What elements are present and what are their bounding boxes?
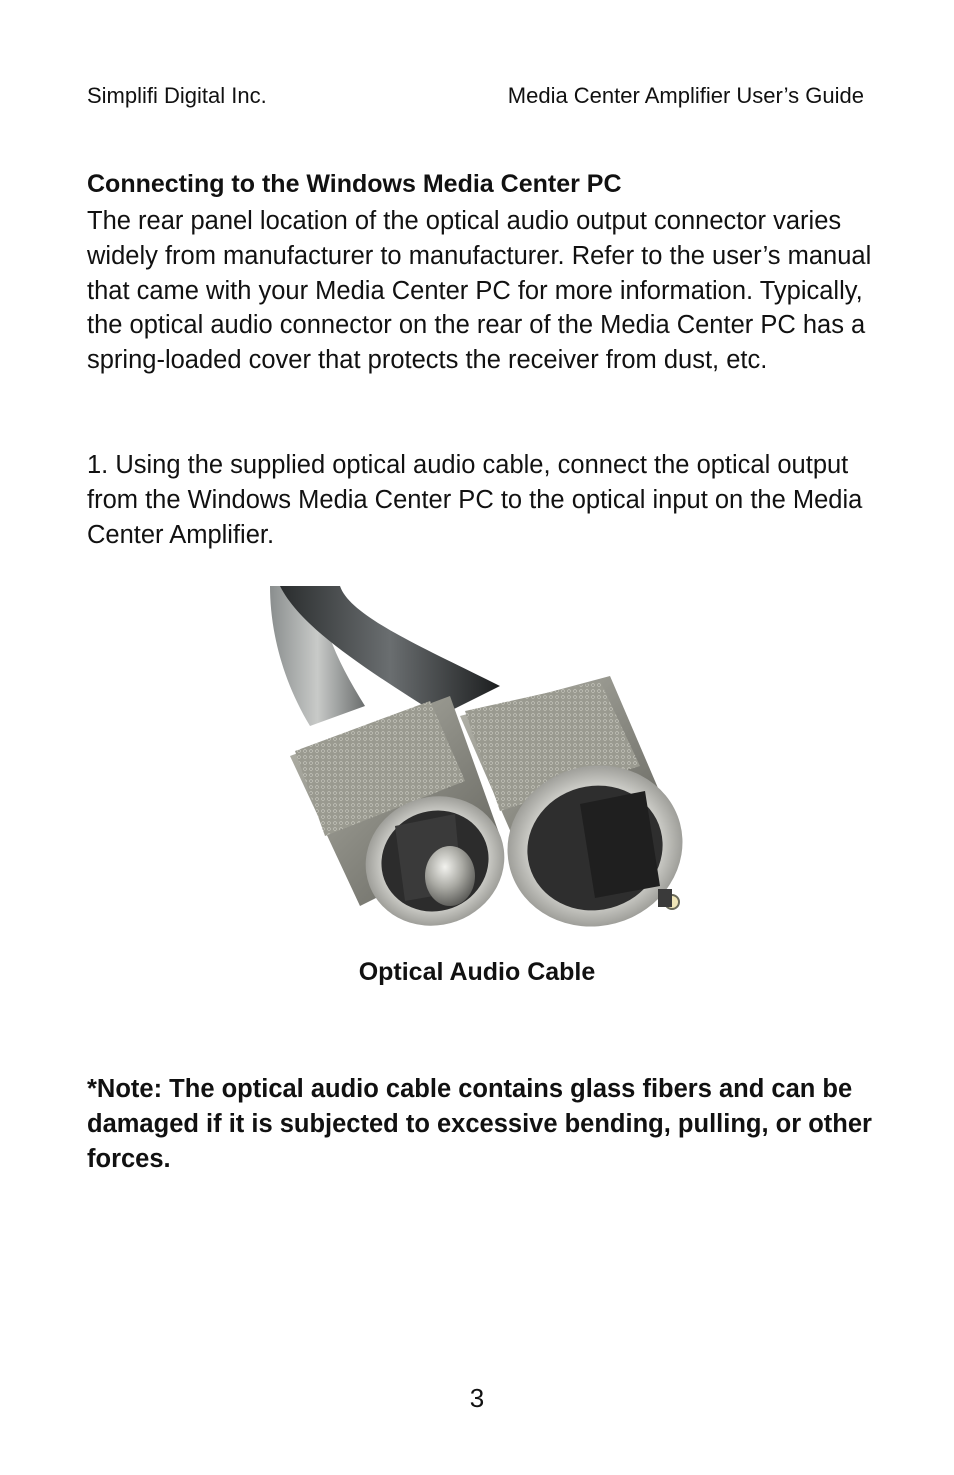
step-1-paragraph: 1. Using the supplied optical audio cable, connect the optical output from the Windows Media Center PC to the optical input on the Media Center Amplifier. (87, 451, 863, 549)
page-number: 3 (469, 1383, 485, 1413)
page-header (87, 83, 864, 111)
intro-paragraph: The rear panel location of the optical audio output connector varies widely from manufacturer to manufacturer. Refer to the user’s manual that came with your Media Center PC for more information. Typically, the optical audio connector on the rear of the Media Center PC has a spring-loaded cover that protects the receiver from dust, etc. (87, 207, 872, 375)
guide-title: Media Center Amplifier User’s Guide (507, 83, 864, 108)
note-text: *Note: The optical audio cable contains glass fibers and can be damaged if it is subjected to excessive bending, pulling, or other forces. (87, 1075, 872, 1173)
section-title: Connecting to the Windows Media Center PC (87, 170, 622, 198)
company-name: Simplifi Digital Inc. (87, 83, 267, 108)
figure-caption: Optical Audio Cable (358, 958, 596, 986)
optical-cable-photo (200, 586, 700, 936)
